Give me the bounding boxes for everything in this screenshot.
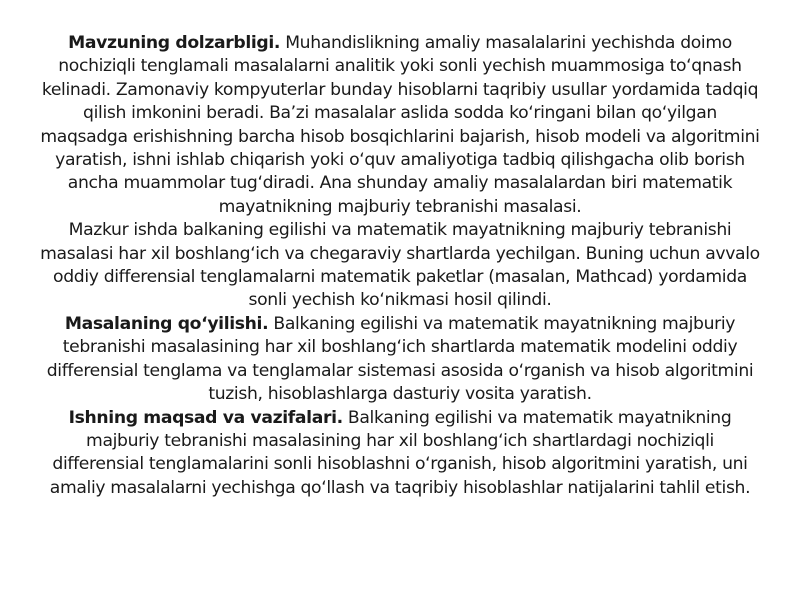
text-scope: Mazkur ishda balkaning egilishi va matematik mayatnikning majburiy tebranishi masalasi har xil boshlang‘ich va chegaraviy shartlarda yechilgan. Buning uchun avvalo oddiy differensial tenglamalarni matematik paketlar (masalan, Mathcad) yordamida sonli yechish ko‘nikmasi hosil qilindi. xyxy=(40,220,760,311)
heading-problem-statement: Masalaning qo‘yilishi. xyxy=(64,313,269,334)
text-relevance: Muhandislikning amaliy masalalarini yechishda doimo nochiziqli tenglamali masalalarni analitik yoki sonli yechish muammosiga to‘qnash kelinadi. Zamonaviy kompyuterlar bunday hisoblarni taqribiy usullar yordamida tadqiq qilish imkonini beradi. Ba’zi masalalar aslida sodda ko‘ringani bilan qo‘yilgan maqsadga erishishning barcha hisob bosqichlarini bajarish, hisob modeli va algoritmini yaratish, ishni ishlab chiqarish yoki o‘quv amaliyotiga tadbiq qilishgacha olib borish ancha muammolar tug‘diradi. Ana shunday amaliy masalalardan biri matematik mayatnikning majburiy tebranishi masalasi. xyxy=(40,33,760,217)
paragraph-goals xyxy=(40,407,760,501)
paragraph-scope xyxy=(40,219,760,313)
paragraph-relevance xyxy=(40,32,760,219)
paragraph-problem-statement xyxy=(40,313,760,407)
heading-goals: Ishning maqsad va vazifalari. xyxy=(68,407,343,428)
text-goals: Balkaning egilishi va matematik mayatnikning majburiy tebranishi masalasining har xil boshlang‘ich shartlardagi nochiziqli differensial tenglamalarini sonli hisoblashni o‘rganish, hisob algoritmini yaratish, uni amaliy masalalarni yechishga qo‘llash va taqribiy hisoblashlar natijalarini tahlil etish. xyxy=(49,407,751,498)
text-problem-statement: Balkaning egilishi va matematik mayatnikning majburiy tebranishi masalasining har xil boshlang‘ich shartlarda matematik modelini oddiy differensial tenglama va tenglamalar sistemasi asosida o‘rganish va hisob algoritmini tuzish, hisoblashlarga dasturiy vosita yaratish. xyxy=(46,313,754,405)
heading-relevance: Mavzuning dolzarbligi. xyxy=(68,33,281,53)
